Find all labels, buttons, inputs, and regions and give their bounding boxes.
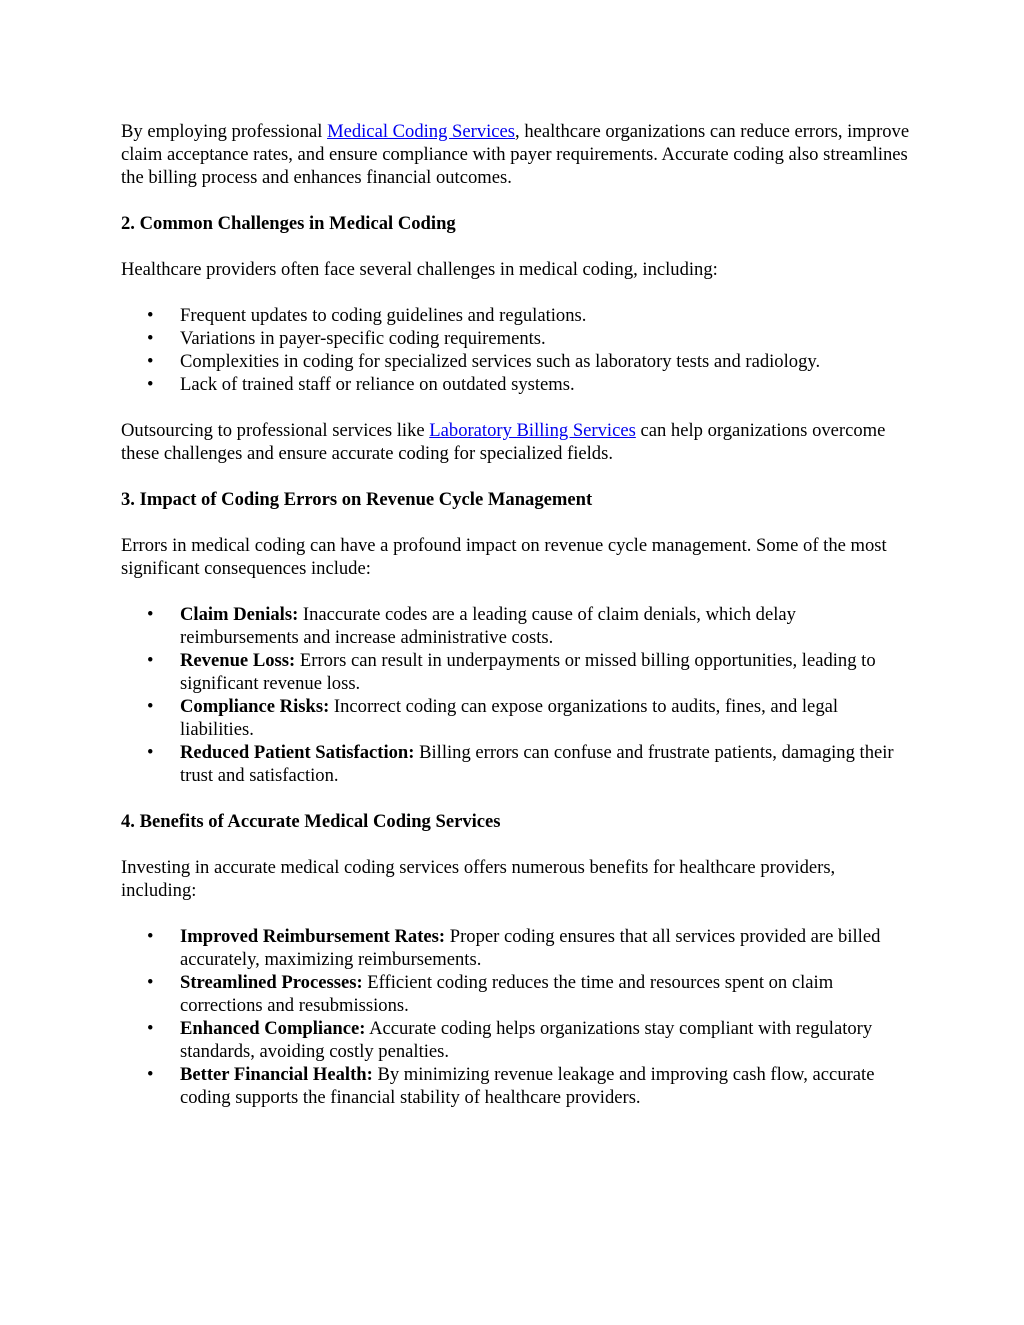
bullet-icon: • — [147, 305, 154, 326]
bullet-icon: • — [147, 926, 154, 947]
section-3-intro: Errors in medical coding can have a profound impact on revenue cycle management. Some of the most significant consequences include: — [121, 535, 887, 579]
list-item-text: Errors can result in underpayments or missed billing opportunities, leading to significant revenue loss. — [180, 650, 876, 694]
section-2-intro: Healthcare providers often face several challenges in medical coding, including: — [121, 259, 718, 280]
section-4-intro: Investing in accurate medical coding services offers numerous benefits for healthcare providers, including: — [121, 857, 836, 901]
section-2-outro — [121, 419, 911, 465]
list-item — [147, 304, 911, 327]
list-item-text: Lack of trained staff or reliance on outdated systems. — [180, 374, 575, 395]
list-item-text: Variations in payer-specific coding requirements. — [180, 328, 546, 349]
section-4-list — [121, 925, 911, 1109]
section-3-list — [121, 603, 911, 787]
bullet-icon: • — [147, 604, 154, 625]
list-item-lead: Claim Denials: — [180, 604, 299, 625]
list-item — [147, 741, 911, 787]
list-item-lead: Reduced Patient Satisfaction: — [180, 742, 415, 763]
bullet-icon: • — [147, 328, 154, 349]
laboratory-billing-services-link[interactable]: Laboratory Billing Services — [429, 420, 636, 441]
list-item-text: Incorrect coding can expose organizations to audits, fines, and legal liabilities. — [180, 696, 839, 740]
bullet-icon: • — [147, 374, 154, 395]
list-item-text: Inaccurate codes are a leading cause of claim denials, which delay reimbursements and increase administrative costs. — [180, 604, 796, 648]
intro-text-start: By employing professional — [121, 121, 328, 142]
list-item — [147, 649, 911, 695]
section-3-heading: 3. Impact of Coding Errors on Revenue Cycle Management — [121, 489, 593, 510]
list-item-lead: Compliance Risks: — [180, 696, 330, 717]
medical-coding-services-link[interactable]: Medical Coding Services — [327, 121, 516, 142]
bullet-icon: • — [147, 351, 154, 372]
list-item — [147, 695, 911, 741]
list-item-text: Billing errors can confuse and frustrate patients, damaging their trust and satisfaction. — [180, 742, 894, 786]
intro-text-end: , healthcare organizations can reduce errors, improve claim acceptance rates, and ensure compliance with payer requirements. Accurate coding also streamlines the billing process and enhances financial outcomes. — [121, 121, 910, 188]
section-2-list — [121, 304, 911, 396]
list-item — [147, 925, 911, 971]
outro-text-start: Outsourcing to professional services like — [121, 420, 430, 441]
list-item — [147, 1017, 911, 1063]
bullet-icon: • — [147, 650, 154, 671]
bullet-icon: • — [147, 972, 154, 993]
list-item-lead: Revenue Loss: — [180, 650, 296, 671]
list-item-text: By minimizing revenue leakage and improving cash flow, accurate coding supports the financial stability of healthcare providers. — [180, 1064, 875, 1108]
bullet-icon: • — [147, 1018, 154, 1039]
list-item — [147, 350, 911, 373]
list-item — [147, 327, 911, 350]
list-item-text: Frequent updates to coding guidelines and regulations. — [180, 305, 587, 326]
section-4-heading: 4. Benefits of Accurate Medical Coding Services — [121, 811, 501, 832]
section-2-heading: 2. Common Challenges in Medical Coding — [121, 213, 456, 234]
list-item-text: Proper coding ensures that all services provided are billed accurately, maximizing reimbursements. — [180, 926, 881, 970]
bullet-icon: • — [147, 1064, 154, 1085]
outro-text-end: can help organizations overcome these challenges and ensure accurate coding for specialized fields. — [121, 420, 886, 464]
list-item-text: Complexities in coding for specialized services such as laboratory tests and radiology. — [180, 351, 821, 372]
list-item-text: Accurate coding helps organizations stay compliant with regulatory standards, avoiding costly penalties. — [180, 1018, 873, 1062]
bullet-icon: • — [147, 742, 154, 763]
list-item-lead: Better Financial Health: — [180, 1064, 373, 1085]
document-page — [121, 120, 911, 1132]
list-item — [147, 603, 911, 649]
list-item — [147, 373, 911, 396]
bullet-icon: • — [147, 696, 154, 717]
list-item-lead: Streamlined Processes: — [180, 972, 363, 993]
list-item-lead: Enhanced Compliance: — [180, 1018, 366, 1039]
list-item-text: Efficient coding reduces the time and resources spent on claim corrections and resubmissions. — [180, 972, 834, 1016]
list-item — [147, 971, 911, 1017]
list-item-lead: Improved Reimbursement Rates: — [180, 926, 446, 947]
list-item — [147, 1063, 911, 1109]
intro-paragraph — [121, 120, 911, 189]
